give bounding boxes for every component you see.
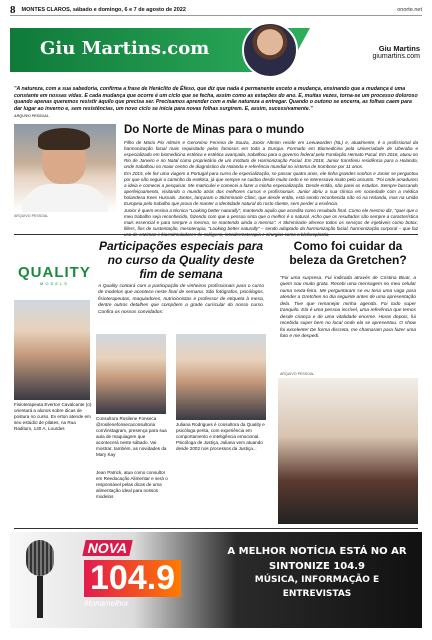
page-header <box>10 4 422 16</box>
juliana-caption: Juliana Rodrigues é consultora da Quality e psicóloga perita, com experiência em comportamento e inteligência emocional. Psicóloga de Justiça, Juliana vem atuando desde 2002 nos processos da Justiça... <box>176 422 265 451</box>
article1-paragraph: Filho de Mario Pio Altmim e Geronimo Ferreira de Souza, Junior Altmim reside em Leeuwarden (NL) e, atualmente, é o profissional da harmonização facial mais requisitado pelos famosos em toda a Europa. Formado em Biomedicina pela Universidade de Uberaba e especializado em biomedicina estética e estética avançada, trabalhou para o governo federal pela Fundação Hemato Pacal. Em 2016, atuou no Rio de Janeiro e no Natal como proprietário de um Instituto de Harmonização Facial. Em 2018, Junior transferiu residência para a Holanda, onde trabalhou no maior centro de diagnóstico da Holanda e referência mundial no sistema de trombose por 11 anos. <box>124 140 418 169</box>
ad-message <box>222 544 412 601</box>
ad-line-2: SINTONIZE 104.9 <box>269 561 365 572</box>
article1-headline: Do Norte de Minas para o mundo <box>124 124 305 136</box>
author-avatar <box>242 22 298 78</box>
photo-hair <box>38 128 90 150</box>
quality-logo <box>18 264 91 294</box>
article2-body: A Quality contará com a participação de vinheiros profissionais para o curso de modelos que acontece neste final de semana. São fotógrafos, psicólogos, fisioterapeutas, maquiadores, nutricionistas e professor de etiqueta à mesa, dentre outros detalhes que compõem a grade curricular do nosso curso. Confira os nossos convidados: <box>98 284 264 315</box>
intro-quote <box>14 86 418 118</box>
radio-frequency: 104.9 <box>84 560 181 597</box>
radio-hashtag: #tonamelhor <box>84 599 129 609</box>
mic-head <box>26 540 54 576</box>
quality-logo-main: QUALITY <box>18 264 91 281</box>
intro-text: "A natureza, com a sua sabedoria, confirma a frase de Heráclito de Éfeso, que diz que nada é permanente exceto a mudança, ensinando que a mudança é uma constante em nossas vidas. E cada mudança que ocorre é um ciclo que se fecha, assim como as estações do ano. E, muitas vezes, torna-se um processo doloroso quando apenas queremos resistir àquilo que precisa ser. Precisamos aprender com a mãe natureza a entregar. Quando o outono se encerra, as folhas caem para dar lugar ao inverno e, sem resistências, um novo ciclo se inicia para novas folhas surgirem. E, assim, sucessivamente." <box>14 86 418 112</box>
intro-credit: ARQUIVO PESSOAL <box>14 114 49 118</box>
ad-divider <box>14 528 418 529</box>
quality-logo-sub: MODELS <box>40 281 69 286</box>
jean-caption: Jean Patrick, atua como consultor em Reeducação Alimentar e será o responsável pelas dicas de uma alimentação ideal para nossos modelos <box>96 470 168 499</box>
rosilene-caption: Consultora Rosilene Fonseca @rosilenefonsecaconsultoria com/instagram, presença para sua aula de maquiagem que acontecerá neste sábado. Vai mostrar, também, as novidades da Mary Kay <box>96 416 167 457</box>
article2-headline: Participações especiais para no curso da Quality deste fim de semana <box>98 239 264 281</box>
ad-line-1: A MELHOR NOTÍCIA ESTÁ NO AR <box>227 546 407 557</box>
radio-ad[interactable] <box>10 532 422 628</box>
rosilene-photo <box>96 334 166 414</box>
column-banner <box>10 20 422 80</box>
mic-stem <box>37 576 43 618</box>
column-title: Giu Martins.com <box>40 38 210 59</box>
page-number: 8 <box>10 3 16 16</box>
gretchen-photo <box>278 378 418 524</box>
article1-paragraph: Junior é quem ensina a técnica "Looking better naturally", mantendo aquilo que acredita como resultado final. Como ele mesmo diz, "quer que o meu trabalho seja reconhecido, fazendo com que a pessoa sinta que o melhor é o natural. Acho que os resultados são sempre a característica mais essencial e para sempre a mesma, se mantendo ainda a mesma". A Skinmiracle oferece todos os serviços de injetáveis como botox, fillers, fios de sustentação, mesoterapia, "Looking better naturally" – sendo adaptado da harmonização facial, harmonização corporal – que faz uso de enzimas e bioestimuladores de colágeno, intradermoterapia e cirurgias como a blefaroplastia. <box>124 207 418 237</box>
radio-logo <box>84 540 204 620</box>
juliana-photo <box>176 334 266 420</box>
author-site[interactable]: giumartins.com <box>372 53 420 60</box>
photo-shirt <box>22 184 108 212</box>
everton-photo <box>14 300 90 400</box>
site-link[interactable]: onorte.net <box>397 6 422 13</box>
radio-brand: NOVA <box>82 540 133 556</box>
gretchen-credit: ARQUIVO PESSOAL <box>280 372 315 376</box>
everton-caption: Fisioterapeuta Everton Cavalcante (o) orientará a alunos sobre dicas de postura no curso. Ev erton atende em seu estúdio de pilates, na Rua Raditum, 140 A, Lourdes <box>14 402 92 431</box>
section-divider <box>14 234 418 235</box>
ad-line-3: MÚSICA, INFORMAÇÃO E ENTREVISTAS <box>254 575 380 599</box>
edition-line: MONTES CLAROS, sábado e domingo, 6 e 7 de agosto de 2022 <box>21 6 186 13</box>
junior-photo-credit: ARQUIVO PESSOAL <box>14 214 49 218</box>
junior-photo <box>14 124 116 212</box>
article1-body <box>124 140 418 239</box>
microphone-icon <box>20 540 60 620</box>
article3-headline: Como foi cuidar da beleza da Gretchen? <box>289 239 407 267</box>
author-name: Giu Martins <box>378 44 420 53</box>
article3-body: "Foi uma surpresa. Fui indicada através de Cristina Bivar, a quem sou muito grata. Recebi uma mensagem no meu celular numa sexta-feira. Me perguntaram se eu teria uma vaga para atender a Gretchen no dia seguinte antes de uma apresentação dela. Tive que remanejar minha agenda. Foi tudo super tranquilo. Ela é uma pessoa incrível, uma referência que temos desde criança e de uma vitalidade enorme. Horas depois, fui recebida super bem no local onde ela se apresentou. O show foi excelente! De forma discreta, me chamaram para fazer uma foto e me despedi. <box>280 276 417 340</box>
author-byline <box>373 44 420 60</box>
article1-paragraph: Em 2015, ele fez uma viagem a Portugal para curso de especialização, se passar quatro anos, ele tinha grandes sonhos e Junior se perguntou por que não seguir o caminho da estética, já que sempre se cuidou desde muito cedo e se interessava muito pelo assunto. "Foi onde amadureci a ideia e comecei a pesquisar. Me matriculei e comecei a fazer a minha especialização. Desde então, não parei os estudos. Sempre buscando aperfeiçoamento, visitando o mundo atrás dos melhores cursos e profissionais. Junior abriu a sua clínica em sociedade com a médica holandesa Kees Hussain. Juntos, lançaram o Skinmiracle Clinic, que desde então, está sendo reconhecida não só na Holanda, mas na União Europeia pelo trabalho que prova de manter a identidade natural do rosto cliente, sem perder a essência. <box>124 170 418 206</box>
